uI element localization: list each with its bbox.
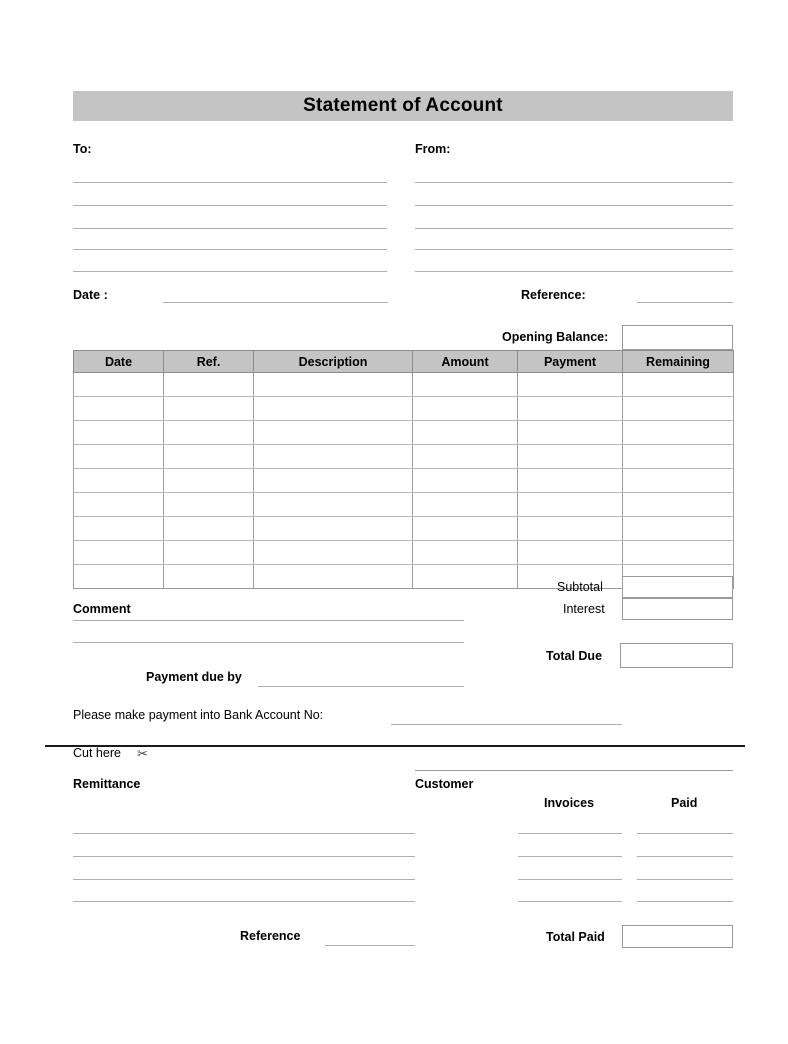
customer-stub-line-4 xyxy=(400,901,415,902)
cell-date[interactable] xyxy=(74,445,164,469)
cell-amount[interactable] xyxy=(413,493,518,517)
customer-stub-line-3 xyxy=(400,879,415,880)
table-row[interactable] xyxy=(74,517,734,541)
date-label: Date : xyxy=(73,288,108,302)
cell-payment[interactable] xyxy=(518,469,623,493)
opening-balance-value xyxy=(623,326,732,330)
cell-amount[interactable] xyxy=(413,445,518,469)
cell-description[interactable] xyxy=(254,445,413,469)
to-line-4[interactable] xyxy=(73,249,387,250)
remittance-line-1[interactable] xyxy=(73,833,415,834)
cell-amount[interactable] xyxy=(413,541,518,565)
ledger-header-description: Description xyxy=(254,351,413,373)
invoice-line-1[interactable] xyxy=(518,833,622,834)
cell-description[interactable] xyxy=(254,421,413,445)
total-paid-label: Total Paid xyxy=(546,930,605,944)
ledger-header-row xyxy=(74,351,734,373)
ledger-header-payment: Payment xyxy=(518,351,623,373)
cell-payment[interactable] xyxy=(518,373,623,397)
cell-remaining[interactable] xyxy=(623,421,734,445)
cell-ref[interactable] xyxy=(164,493,254,517)
opening-balance-label: Opening Balance: xyxy=(502,330,609,344)
reference-label: Reference: xyxy=(521,288,586,302)
subtotal-label: Subtotal xyxy=(557,580,603,594)
to-line-5[interactable] xyxy=(73,271,387,272)
invoice-line-2[interactable] xyxy=(518,856,622,857)
to-line-2[interactable] xyxy=(73,205,387,206)
cell-remaining[interactable] xyxy=(623,493,734,517)
cut-line-divider xyxy=(45,745,745,747)
ledger-header-date: Date xyxy=(74,351,164,373)
customer-stub-line-1 xyxy=(400,833,415,834)
ledger-table xyxy=(73,350,734,589)
subtotal-field[interactable] xyxy=(622,576,733,598)
bank-account-label: Please make payment into Bank Account No: xyxy=(73,708,324,722)
ledger-header-ref: Ref. xyxy=(164,351,254,373)
customer-label: Customer xyxy=(415,777,474,791)
from-label: From: xyxy=(415,142,451,156)
cell-description[interactable] xyxy=(254,469,413,493)
cell-ref[interactable] xyxy=(164,373,254,397)
cell-amount[interactable] xyxy=(413,397,518,421)
interest-label: Interest xyxy=(563,602,605,616)
from-line-4[interactable] xyxy=(415,249,733,250)
cell-remaining[interactable] xyxy=(623,373,734,397)
invoices-column-label: Invoices xyxy=(544,796,595,810)
ledger-header-remaining: Remaining xyxy=(623,351,734,373)
cell-description[interactable] xyxy=(254,565,413,589)
ledger-body xyxy=(74,373,734,589)
reference-input[interactable] xyxy=(637,302,733,303)
paid-column-label: Paid xyxy=(671,796,698,810)
total-due-label: Total Due xyxy=(546,649,603,663)
from-line-5[interactable] xyxy=(415,271,733,272)
table-row[interactable] xyxy=(74,421,734,445)
scissors-icon: ✂ xyxy=(137,746,148,761)
comment-line-1[interactable] xyxy=(73,620,464,621)
cell-ref[interactable] xyxy=(164,517,254,541)
cell-remaining[interactable] xyxy=(623,397,734,421)
cell-ref[interactable] xyxy=(164,565,254,589)
invoice-line-3[interactable] xyxy=(518,879,622,880)
invoice-line-4[interactable] xyxy=(518,901,622,902)
cell-amount[interactable] xyxy=(413,373,518,397)
customer-stub-line-2 xyxy=(400,856,415,857)
payment-due-by-input[interactable] xyxy=(258,686,464,687)
cell-amount[interactable] xyxy=(413,565,518,589)
cell-payment[interactable] xyxy=(518,493,623,517)
cell-payment[interactable] xyxy=(518,541,623,565)
remittance-line-3[interactable] xyxy=(73,879,415,880)
cell-description[interactable] xyxy=(254,373,413,397)
cell-payment[interactable] xyxy=(518,445,623,469)
cell-ref[interactable] xyxy=(164,397,254,421)
to-label: To: xyxy=(73,142,92,156)
interest-value xyxy=(623,599,732,602)
table-row[interactable] xyxy=(74,469,734,493)
cell-remaining[interactable] xyxy=(623,517,734,541)
cell-ref[interactable] xyxy=(164,445,254,469)
total-due-field[interactable] xyxy=(620,643,733,668)
customer-top-rule xyxy=(415,770,733,771)
remittance-reference-label: Reference xyxy=(240,929,301,943)
cell-date[interactable] xyxy=(74,421,164,445)
subtotal-value xyxy=(623,577,732,580)
page-title-bar xyxy=(73,91,733,121)
cell-date[interactable] xyxy=(74,373,164,397)
table-row[interactable] xyxy=(74,445,734,469)
paid-line-2[interactable] xyxy=(637,856,733,857)
cell-remaining[interactable] xyxy=(623,541,734,565)
cell-date[interactable] xyxy=(74,493,164,517)
cell-payment[interactable] xyxy=(518,517,623,541)
cell-amount[interactable] xyxy=(413,517,518,541)
bank-account-input[interactable] xyxy=(391,724,622,725)
table-row[interactable] xyxy=(74,541,734,565)
payment-due-by-label: Payment due by xyxy=(146,670,242,684)
cell-ref[interactable] xyxy=(164,421,254,445)
ledger-header-amount: Amount xyxy=(413,351,518,373)
cell-date[interactable] xyxy=(74,469,164,493)
from-line-1[interactable] xyxy=(415,182,733,183)
comment-label: Comment xyxy=(73,602,131,616)
cell-payment[interactable] xyxy=(518,421,623,445)
cell-date[interactable] xyxy=(74,541,164,565)
cell-date[interactable] xyxy=(74,517,164,541)
from-line-2[interactable] xyxy=(415,205,733,206)
cell-amount[interactable] xyxy=(413,421,518,445)
cell-date[interactable] xyxy=(74,565,164,589)
page-title: Statement of Account xyxy=(303,95,503,116)
to-line-3[interactable] xyxy=(73,228,387,229)
table-row[interactable] xyxy=(74,397,734,421)
cell-payment[interactable] xyxy=(518,397,623,421)
to-line-1[interactable] xyxy=(73,182,387,183)
cell-description[interactable] xyxy=(254,541,413,565)
cut-here-label: Cut here xyxy=(73,746,121,760)
cell-ref[interactable] xyxy=(164,541,254,565)
remittance-line-2[interactable] xyxy=(73,856,415,857)
cell-description[interactable] xyxy=(254,517,413,541)
from-line-3[interactable] xyxy=(415,228,733,229)
table-row[interactable] xyxy=(74,373,734,397)
cell-description[interactable] xyxy=(254,397,413,421)
remittance-line-4[interactable] xyxy=(73,901,415,902)
cell-remaining[interactable] xyxy=(623,445,734,469)
paid-line-3[interactable] xyxy=(637,879,733,880)
remittance-label: Remittance xyxy=(73,777,141,791)
interest-field[interactable] xyxy=(622,598,733,620)
table-row[interactable] xyxy=(74,493,734,517)
cell-ref[interactable] xyxy=(164,469,254,493)
total-paid-field[interactable] xyxy=(622,925,733,948)
paid-line-1[interactable] xyxy=(637,833,733,834)
opening-balance-field[interactable] xyxy=(622,325,733,350)
comment-line-2[interactable] xyxy=(73,642,464,643)
cell-amount[interactable] xyxy=(413,469,518,493)
paid-line-4[interactable] xyxy=(637,901,733,902)
total-paid-value xyxy=(623,926,732,930)
total-due-value xyxy=(621,644,732,648)
cell-description[interactable] xyxy=(254,493,413,517)
cell-remaining[interactable] xyxy=(623,469,734,493)
date-input[interactable] xyxy=(163,302,388,303)
remittance-reference-input[interactable] xyxy=(325,945,415,946)
cell-date[interactable] xyxy=(74,397,164,421)
